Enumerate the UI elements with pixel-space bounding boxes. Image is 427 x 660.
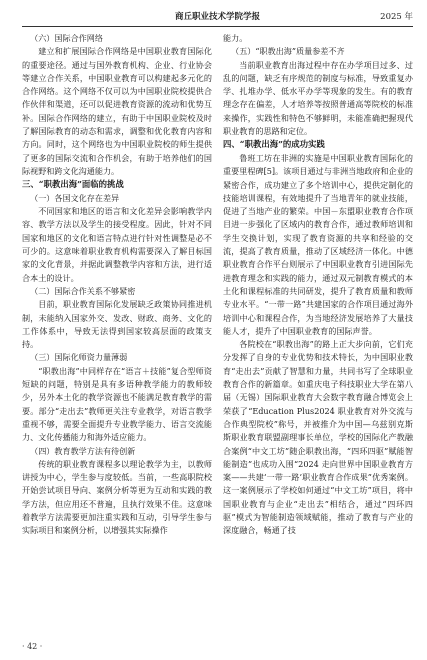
right-column: [223, 32, 413, 538]
issue-year: 2025 年: [380, 12, 413, 22]
paragraph-teachers: “职教出海”中同样存在“语言＋技能”复合型师资短缺的问题，特别是具有多语种教学能力的教师较少，另外本土化的教学资源也不能满足教育教学的需要。部分“走出去”教师更关注专业教学，对语言教学重视不够，需要全面提升专业教学能力、语言交流能力、文化传播能力和海外适应能力。: [22, 365, 212, 443]
paragraph-cooperation: 目前，职业教育国际化发展缺乏政策协同推进机制，未能纳入国家外交、发改、财政、商务、文化的工作体系中，导致无法得到国家较高层面的政策支持。: [22, 299, 212, 350]
header-rule: [22, 26, 413, 27]
subheading-quality: （五）“职教出海”质量参差不齐: [231, 46, 345, 57]
paragraph-international-network: 建立和扩展国际合作网络是中国职业教育国际化的重要途径。通过与国外教育机构、企业、行业协会等建立合作关系，中国职业教育可以构建起多元化的合作网络。这个网络不仅可以为中国职业院校提供合作伙伴和渠道，还可以促进教育资源的流动和优势互补。国际合作网络的建立，有助于中国职业院校及时了解国际教育的动态和需求，调整和优化教育内容和方向。同时，这个网络也为中国职业院校的师生提供了更多的国际交流和合作机会，有助于培养他们的国际视野和跨文化沟通能力。: [22, 46, 212, 176]
section-heading-challenges: 三、“职教出海”面临的挑战: [22, 179, 124, 190]
paragraph-practice-1: 鲁班工坊在非洲的实施是中国职业教育国际化的重要里程碑[5]。该项目通过与非洲当地政府和企业的紧密合作，成功建立了多个培训中心，提供定制化的技能培训课程，有效地提升了当地青年的就业技能，促进了当地产业的繁荣。中国－东盟职业教育合作项目进一步强化了区域内的教育合作，通过教师培训和学生交换计划，实现了教育资源的共享和经验的交流，提高了教育质量，推动了区域经济一体化。中德职业教育合作平台则展示了中国职业教育引进国际先进教育理念和实践的能力，通过双元制教育模式的本土化和课程标准的共同研发，提升了教育质量和教师专业水平。“一带一路”共建国家的合作项目通过海外培训中心和课程合作，为当地经济发展培养了大量技能人才，提升了中国职业教育的国际声誉。: [223, 152, 413, 336]
section-heading-practice: 四、“职教出海”的成功实践: [223, 139, 325, 150]
subheading-cultural-differences: （一）各国文化存在差异: [30, 192, 120, 203]
running-header: [22, 10, 413, 24]
paragraph-practice-2: 各院校在“职教出海”的路上正大步向前，它们充分发挥了自身的专业优势和技术特长，为中国职业教育“走出去”贡献了智慧和力量，共同书写了全球职业教育合作的新篇章。如重庆电子科技职业大学在第八届（无锡）国际职业教育大会数字教育融合博览会上荣获了“Education Plus2024 职业教育对外交流与合作典型院校”称号，并被推介为中国—乌兹别克斯斯职业教育联盟副理事长单位，学校的国际化产教融合案例“中文工坊”随企职教出海，“四环四驱”赋能智能制造”也成功入围“2024 走向世界中国职业教育方案——共建‘一带一路’职业教育合作成果”优秀案例。这一案例展示了学校如何通过“中文工坊”项目，将中国职业教育与企业“走出去”相结合，通过“四环四驱”模式为智能制造领域赋能，推动了教育与产业的深度融合，畅通了技: [223, 339, 413, 536]
subheading-teaching-methods: （四）教育教学方法有待创新: [30, 445, 136, 456]
paragraph-cultural-differences: 不同国家和地区的语言和文化差异会影响教学内容、教学方法以及学生的接受程度。因此，针对不同国家和地区的文化和语言特点进行针对性调整是必不可少的。这意味着职业教育机构需要深入了解目标国家的文化背景，并据此调整教学内容和方法，进行适合本土的设计。: [22, 206, 212, 283]
subheading-teachers: （三）国际化师资力量薄弱: [30, 352, 128, 363]
left-column: [22, 32, 212, 538]
paragraph-continuation: 能力。: [223, 33, 248, 43]
journal-title: 商丘职业技术学院学报: [174, 12, 260, 22]
paragraph-quality: 当前职业教育出海过程中存在办学项目过多、过乱的问题，缺乏有序规范的制度与标准，导致重复办学、扎堆办学、低水平办学等现象的发生。有的教育理念存在偏差，人才培养等按照普通高等院校的标准来操作，实践性和特色不够鲜明，未能准确把握现代职业教育的思路和定位。: [223, 59, 413, 137]
page-number: · 42 ·: [22, 642, 43, 651]
section-heading-international-network: （六）国际合作网络: [30, 33, 103, 43]
paragraph-teaching-methods: 传统的职业教育课程多以理论教学为主，以教师讲授为中心，学生参与度较低。当前，一些高职院校开始尝试项目导向、案例分析等更为互动和实践的教学方法，但应用还不普遍，且执行效果不佳。这意味着教学方法需要更加注重实践和互动，引导学生参与实际项目和案例分析，以增强其实际操作: [22, 458, 212, 536]
subheading-cooperation: （二）国际合作关系不够紧密: [30, 285, 136, 296]
